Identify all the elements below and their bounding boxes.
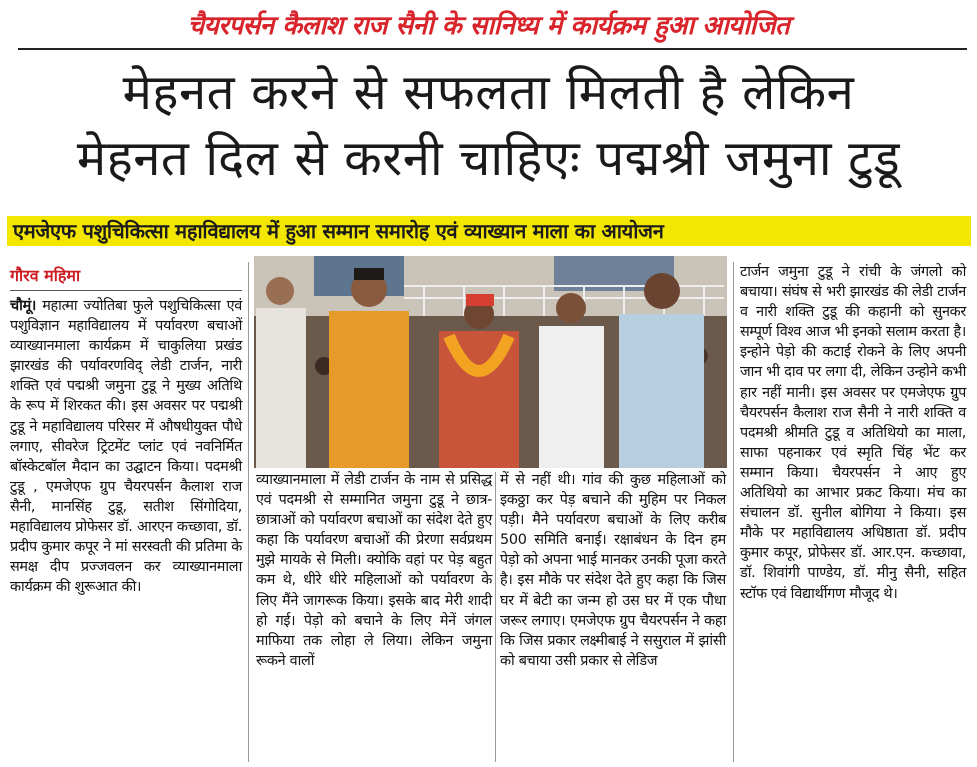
article-kicker: चैयरपर्सन कैलाश राज सैनी के सानिध्य में कार्यक्रम हुआ आयोजित [187, 11, 790, 41]
article-headline [0, 60, 977, 192]
event-photo [254, 256, 727, 468]
column-divider [495, 472, 496, 762]
article-subheadline: एमजेएफ पशुचिकित्सा महाविद्यालय में हुआ सम्मान समारोह एवं व्याख्यान माला का आयोजन [7, 216, 971, 246]
article-dateline: चौमूं। [10, 298, 37, 314]
article-column-4: टार्जन जमुना टुडू ने रांची के जंगलो को बचाया। संघंष से भरी झारखंड की लेडी टार्जन व नारी शक्ति टुडू की कहानी को सुनकर सम्पूर्ण विश्व आज भी इनको सलाम करता है। इन्होने पेड़ो की कटाई रोकने के लिए अपनी जान भी दाव पर लगा दी, लेकिन उन्होने कभी हार नहीं मानी। इस अवसर पर एमजेएफ ग्रुप चैयरपर्सन कैलाश राज सैनी ने नारी शक्ति व पदमश्री श्रीमति टुडू व अतिथियो का माला, साफा पहनाकर एवं स्मृति चिंह भेंट कर सम्मान किया। चैयरपर्सन ने आए हुए अतिथियो का आभार प्रकट किया। मंच का संचालन डॉ. सुनील बोगिया ने किया। इस मौके पर महाविद्यालय अधिष्ठाता डॉ. प्रदीप कुमार कपूर, प्रोफेसर डॉ. आर.एन. कच्छावा, डॉ. शिवांगी पाण्डेय, डॉ. मीनु सैनी, सहित स्टॉफ एवं विद्यार्थीगण मौजूद थे। [740, 264, 966, 602]
column-divider [248, 262, 249, 762]
headline-line-2: मेहनत दिल से करनी चाहिएः पद्मश्री जमुना टुडू [76, 130, 901, 187]
column-divider [733, 262, 734, 762]
column-1-text: महात्मा ज्योतिबा फुले पशुचिकित्सा एवं पशुविज्ञान महाविद्यालय में पर्यावरण बचाओं व्याख्यानमाला कार्यक्रम में चाकुलिया प्रखंड झारखंड की पर्यावरणविद् लेडी टार्जन, नारी शक्ति एवं पद्मश्री जमुना टुडू ने मुख्य अतिथि के रूप में शिरकत की। इस अवसर पर पद्मश्री टुडू ने महाविद्यालय परिसर में औषधीयुक्त पौधे लगाए, सीवरेज ट्रिटमेंट प्लांट एवं नवनिर्मित बॉस्केटबॉल मैदान का उद्घाटन किया। पदमश्री टुडू , एमजेएफ ग्रुप चैयरपर्सन कैलाश राज सैनी, मानसिंह टुडू, सतीश सिंगोदिया, महाविद्यालय प्रोफेसर डॉ. आरएन कच्छावा, डॉ. प्रदीप कुमार कपूर ने मां सरस्वती की प्रतिमा के समक्ष दीप प्रज्जवलन कर व्याख्यानमाला कार्यक्रम की शुरूआत की। [10, 298, 242, 596]
article-column-1 [10, 296, 242, 762]
headline-line-1: मेहनत करने से सफलता मिलती है लेकिन [122, 64, 855, 121]
article-column-2: व्याख्यानमाला में लेडी टार्जन के नाम से प्रसिद्ध एवं पदमश्री से सम्मानित जमुना टुडू ने छात्र-छात्राओं को पर्यावरण बचाओं का संदेश देते हुए कहा कि पर्यावरण बचाओं की प्रेरणा सर्वप्रथम मुझे मायके से मिली। क्योकि वहां पर पेड़ बहुत कम थे, धीरे धीरे महिलाओं को पर्यावरण के लिए मैंने जागरूक किया। इसके बाद मेरी शादी हो गई। पेड़ो को बचाने के लिए मेनें जंगल माफिया तक लोहा ले लिया। लेकिन जमुना रूकने वालों [256, 472, 492, 669]
kicker-rule [18, 48, 967, 50]
byline-rule [10, 290, 242, 291]
article-column-3: में से नहीं थी। गांव की कुछ महिलाओं को इकठ्ठा कर पेड़ बचाने की मुहिम पर निकल पड़ी। मैने पर्यावरण बचाओं के लिए करीब 500 समिति बनाई। रक्षाबंधन के दिन हम पेड़ो को अपना भाई मानकर उनकी पूजा करते है। इस मौके पर संदेश देते हुए कहा कि जिस घर में बेटी का जन्म हो उस घर में एक पौधा जरूर लगाए। एमजेएफ ग्रुप चैयरपर्सन ने कहा कि जिस प्रकार लक्ष्मीबाई ने ससुराल में झांसी को बचाया उसी प्रकार से लेडिज [500, 472, 726, 669]
article-byline: गौरव महिमा [10, 266, 81, 285]
